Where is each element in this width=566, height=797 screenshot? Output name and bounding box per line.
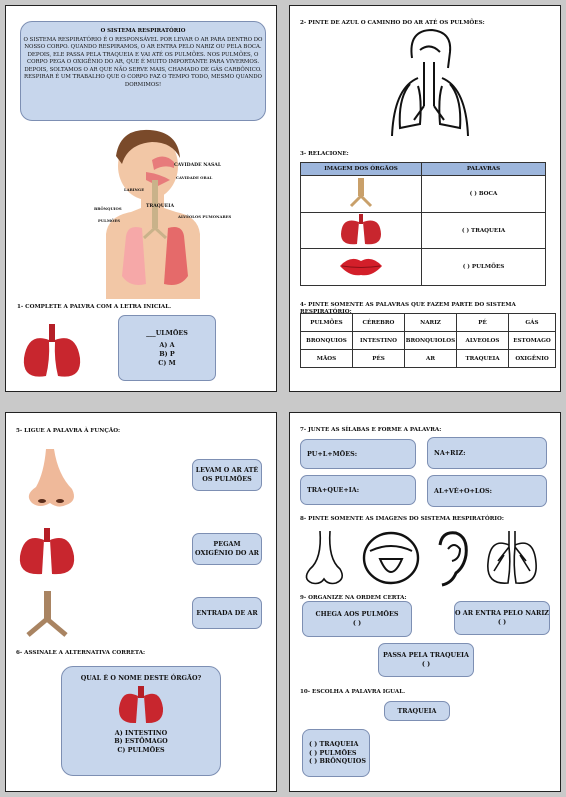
respiratory-outline-icon [390, 28, 470, 138]
function-text: PEGAM [213, 540, 241, 549]
option-c[interactable]: C) PULMÕES [117, 745, 165, 754]
word-boca[interactable]: ( ) BOCA [422, 176, 546, 213]
grid-word[interactable]: BRONQUIOLOS [405, 332, 457, 350]
intro-line: DEPOIS, SOLTAMOS O AR QUE NÃO SERVE MAIS, CHAMADO DE GÁS CARBÔNICO. [24, 66, 262, 73]
word-blank: ___ULMÕES [146, 328, 188, 337]
function-box-2[interactable] [192, 533, 262, 565]
order-box-2[interactable] [454, 601, 550, 635]
question-9: 9- ORGANIZE NA ORDEM CERTA: [300, 595, 407, 601]
intro-line: NOSSO CORPO. QUANDO RESPIRAMOS, O AR ENTRA PELO NARIZ OU PELA BOCA. [24, 44, 262, 51]
option-c[interactable]: C) M [158, 358, 176, 367]
label-laringe: LARINGE [124, 187, 145, 192]
question-1-options-card [118, 315, 216, 381]
order-text: CHEGA AOS PULMÕES [315, 610, 399, 619]
question-4: 4- PINTE SOMENTE AS PALAVRAS QUE FAZEM PARTE DO SISTEMA RESPIRATÓRIO: [300, 302, 516, 315]
trachea-image-cell [301, 176, 422, 213]
mouth-image-cell [301, 249, 422, 286]
question-7: 7- JUNTE AS SÍLABAS E FORME A PALAVRA: [300, 427, 442, 433]
syllable-box-1[interactable]: PU+L+MÕES: [300, 439, 416, 469]
question-6-card [61, 666, 221, 776]
worksheet-page-4 [289, 412, 561, 792]
nose-outline-icon[interactable] [302, 529, 348, 587]
grid-word[interactable]: PÉS [353, 350, 405, 368]
lips-icon [338, 255, 384, 277]
function-text: OS PULMÕES [202, 475, 252, 483]
function-box-3[interactable] [192, 597, 262, 629]
intro-line: RESPIRAR É UM TRABALHO QUE O CORPO FAZ O TEMPO TODO, MESMO QUANDO [24, 74, 262, 81]
choice-bronquios[interactable]: ( ) BRÔNQUIOS [309, 757, 366, 766]
question-8: 8- PINTE SOMENTE AS IMAGENS DO SISTEMA RESPIRATÓRIO: [300, 516, 504, 522]
intro-card [20, 21, 266, 121]
order-bracket: ( ) [352, 619, 362, 627]
order-text: O AR ENTRA PELO NARIZ [455, 609, 549, 618]
mouth-tongue-icon[interactable] [362, 529, 420, 587]
intro-line: O SISTEMA RESPIRATÓRIO É O RESPONSÁVEL POR LEVAR O AR PARA DENTRO DO [23, 36, 263, 43]
syllable-box-2[interactable]: NA+RIZ: [427, 437, 547, 469]
grid-word[interactable]: PULMÕES [301, 314, 353, 332]
order-box-3[interactable] [378, 643, 474, 677]
grid-word[interactable]: ESTOMAGO [509, 332, 556, 350]
syllable-box-3[interactable]: TRA+QUE+IA: [300, 475, 416, 505]
lungs-outline-icon[interactable] [484, 531, 540, 587]
label-cavidade-nasal: CAVIDADE NASAL [174, 163, 222, 168]
lungs-icon [20, 324, 84, 382]
intro-line: CORPO PEGA O OXIGÊNIO DO AR, QUE É MUITO IMPORTANTE PARA VIVERMOS. [26, 59, 260, 66]
word-pulmoes[interactable]: ( ) PULMÕES [422, 249, 546, 286]
relate-table [300, 162, 546, 286]
grid-word[interactable]: INTESTINO [353, 332, 405, 350]
order-box-1[interactable] [302, 601, 412, 637]
target-word-box: TRAQUEIA [384, 701, 450, 721]
nose-icon [24, 449, 78, 509]
choice-pulmoes[interactable]: ( ) PULMÕES [309, 748, 357, 757]
order-text: PASSA PELA TRAQUEIA [383, 651, 469, 660]
grid-word[interactable]: TRAQUEIA [457, 350, 509, 368]
grid-word[interactable]: CÉREBRO [353, 314, 405, 332]
label-pulmoes: PULMÕES [98, 218, 120, 223]
intro-line: DEPOIS, ELE PASSA PELA TRAQUEIA E VAI ATÉ OS PULMÕES. NOS PULMÕES, O [27, 51, 259, 58]
grid-word[interactable]: OXIGÊNIO [509, 350, 556, 368]
choice-traqueia[interactable]: ( ) TRAQUEIA [309, 740, 359, 749]
ear-icon[interactable] [432, 531, 470, 589]
option-b[interactable]: B) ESTÔMAGO [114, 737, 168, 746]
grid-word[interactable]: MÃOS [301, 350, 353, 368]
question-5: 5- LIGUE A PALAVRA À FUNÇÃO: [16, 428, 121, 434]
question-3: 3- RELACIONE: [300, 151, 349, 157]
worksheet-page-2 [289, 5, 561, 392]
order-bracket: ( ) [497, 618, 507, 626]
function-text: LEVAM O AR ATÉ [195, 466, 259, 475]
intro-title: O SISTEMA RESPIRATÓRIO [100, 28, 186, 34]
trachea-icon [24, 591, 70, 637]
option-a[interactable]: A) A [159, 341, 175, 350]
intro-line: DORMIMOS! [124, 81, 162, 88]
word-grid [300, 313, 556, 368]
trachea-icon [348, 178, 374, 208]
grid-word[interactable]: BRONQUIOS [301, 332, 353, 350]
grid-word[interactable]: AR [405, 350, 457, 368]
worksheet-page-1 [5, 5, 277, 392]
worksheet-page-3 [5, 412, 277, 792]
question-6: 6- ASSINALE A ALTERNATIVA CORRETA: [16, 650, 146, 656]
order-bracket: ( ) [421, 660, 431, 668]
question-10: 10- ESCOLHA A PALAVRA IGUAL. [300, 689, 406, 695]
option-a[interactable]: A) INTESTINO [114, 728, 168, 737]
function-text: OXIGÊNIO DO AR [195, 549, 259, 557]
lungs-icon [338, 214, 384, 246]
word-traqueia[interactable]: ( ) TRAQUEIA [422, 213, 546, 249]
lungs-icon [16, 528, 78, 578]
grid-word[interactable]: NARIZ [405, 314, 457, 332]
function-box-1[interactable] [192, 459, 262, 491]
label-bronquios: BRÔNQUIOS [94, 206, 122, 211]
grid-word[interactable]: PÉ [457, 314, 509, 332]
table-header: PALAVRAS [422, 163, 546, 176]
choice-card [302, 729, 370, 777]
question-2: 2- PINTE DE AZUL O CAMINHO DO AR ATÉ OS PULMÕES: [300, 20, 485, 26]
label-traqueia: TRAQUEIA [146, 204, 175, 209]
question-6-prompt: QUAL É O NOME DESTE ÓRGÃO? [80, 674, 202, 682]
question-1: 1- COMPLETE A PALVRA COM A LETRA INICIAL. [17, 304, 172, 310]
grid-word[interactable]: GÁS [509, 314, 556, 332]
label-alveolos: ALVÉOLOS PUMONARES [178, 214, 232, 219]
lungs-icon [116, 686, 166, 726]
syllable-box-4[interactable]: AL+VÉ+O+LOS: [427, 475, 547, 507]
table-header: IMAGEM DOS ÓRGÃOS [301, 163, 422, 176]
grid-word[interactable]: ALVEOLOS [457, 332, 509, 350]
function-text: ENTRADA DE AR [196, 608, 258, 617]
label-cavidade-oral: CAVIDADE ORAL [176, 175, 213, 180]
option-b[interactable]: B) P [159, 350, 175, 358]
lungs-image-cell [301, 213, 422, 249]
